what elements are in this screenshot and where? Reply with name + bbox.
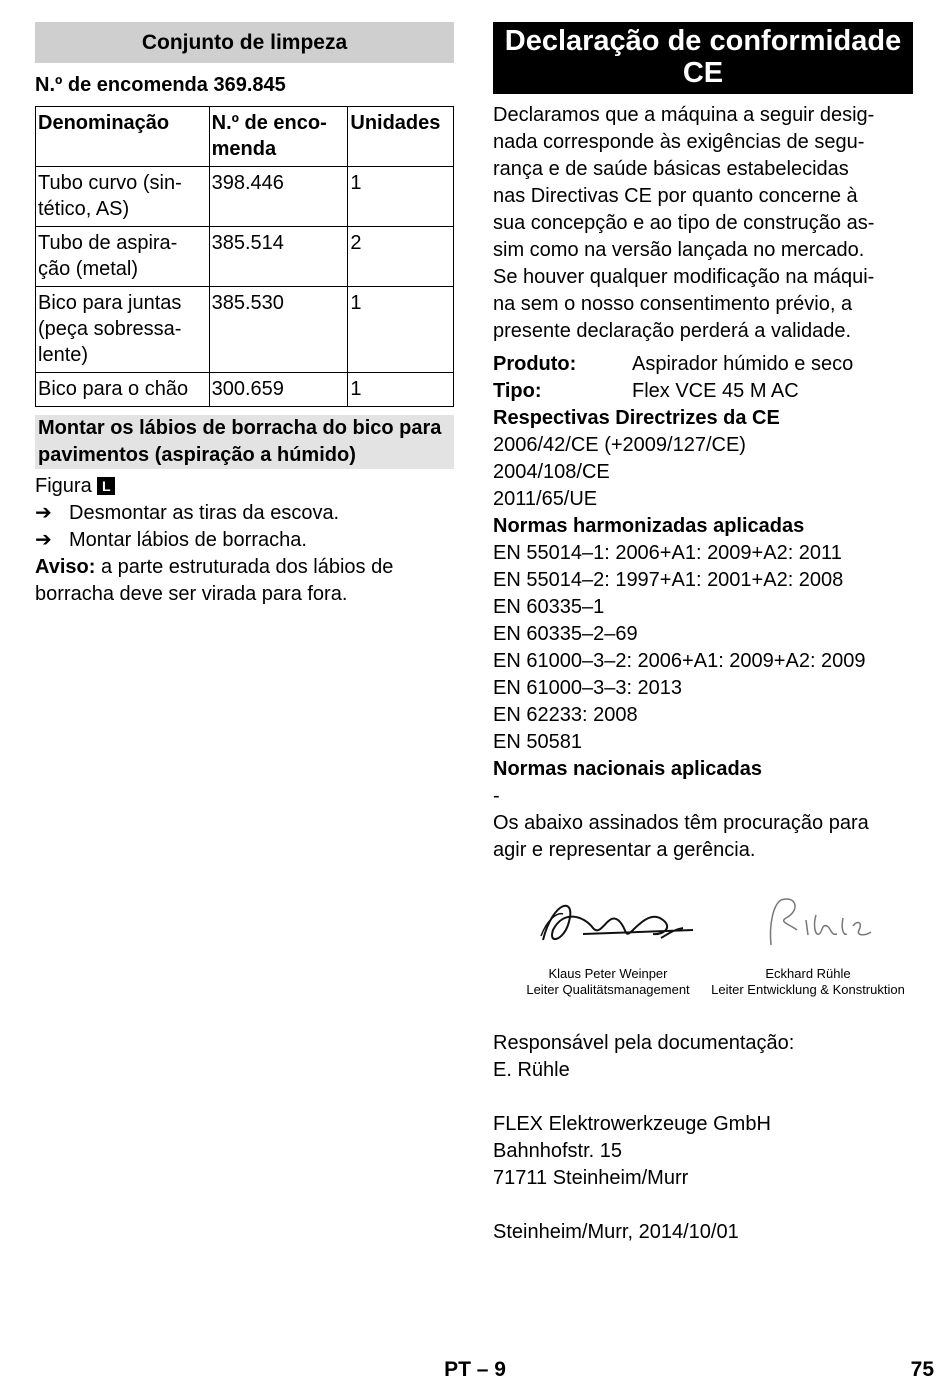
row-designation: Tubo curvo (sin- tético, AS) — [36, 167, 210, 227]
table-row — [36, 227, 454, 287]
directives-title: Respectivas Directrizes da CE — [493, 407, 780, 429]
row-units: 2 — [348, 227, 454, 287]
standard-item: EN 62233: 2008 — [493, 704, 638, 726]
figure-letter-badge: L — [97, 477, 115, 495]
arrow-right-icon: ➔ — [35, 529, 52, 551]
step-text: Desmontar as tiras da escova. — [69, 502, 340, 524]
standard-item: EN 60335–1 — [493, 596, 605, 618]
standard-item: EN 60335–2–69 — [493, 623, 638, 645]
standard-item: EN 61000–3–2: 2006+A1: 2009+A2: 2009 — [493, 650, 866, 672]
footer-page-number: 75 — [910, 1358, 934, 1381]
note-label: Aviso: — [35, 556, 96, 578]
standard-item: EN 55014–1: 2006+A1: 2009+A2: 2011 — [493, 542, 842, 564]
product-row — [493, 351, 913, 378]
row-designation: Bico para juntas (peça sobressa- lente) — [36, 287, 210, 373]
left-column — [35, 22, 454, 608]
standard-item: EN 50581 — [493, 731, 582, 753]
footer-section-label: PT – 9 — [444, 1358, 506, 1381]
signer1-role: Leiter Qualitätsmanagement — [526, 982, 690, 997]
signature-block — [493, 890, 913, 1030]
national-value: - — [493, 785, 500, 807]
harmonized-title: Normas harmonizadas aplicadas — [493, 515, 805, 537]
table-row — [36, 373, 454, 407]
row-units: 1 — [348, 373, 454, 407]
signer2-name: Eckhard Rühle — [765, 966, 851, 981]
type-label: Tipo: — [493, 380, 542, 402]
directive-item: 2004/108/CE — [493, 461, 610, 483]
table-header-row — [36, 107, 454, 167]
step-item — [35, 500, 454, 527]
parts-table — [35, 106, 454, 407]
step-item — [35, 527, 454, 554]
product-label: Produto: — [493, 353, 577, 375]
signer1-caption — [513, 966, 703, 998]
directive-item: 2011/65/UE — [493, 488, 598, 510]
arrow-right-icon: ➔ — [35, 502, 52, 524]
signer2-role: Leiter Entwicklung & Konstruktion — [711, 982, 905, 997]
standard-item: EN 61000–3–3: 2013 — [493, 677, 683, 699]
type-value: Flex VCE 45 M AC — [632, 380, 799, 402]
company-city: 71711 Steinheim/Murr — [493, 1167, 689, 1189]
step-text: Montar lábios de borracha. — [69, 529, 307, 551]
subsection-title: Montar os lábios de borracha do bico para pavimentos (aspiração a húmido) — [35, 415, 454, 469]
declaration-intro: Declaramos que a máquina a seguir desig- nada corresponde às exigências de segu- rança e de saúde básicas estabelecidas nas Directivas CE por quanto concerne à sua concepção e ao tipo de construção as- sim como na versão lançada no mercado. Se houver qualquer modificação na máqui- na sem o nosso consentimento prévio, a presente declaração perderá a validade. — [493, 104, 875, 342]
section-title: Conjunto de limpeza — [35, 22, 454, 63]
row-units: 1 — [348, 287, 454, 373]
doc-responsible-label: Responsável pela documentação: — [493, 1032, 795, 1054]
table-row — [36, 287, 454, 373]
header-units: Unidades — [348, 107, 454, 167]
row-order-no: 385.530 — [209, 287, 348, 373]
signer2-caption — [703, 966, 913, 998]
product-value: Aspirador húmido e seco — [632, 353, 854, 375]
order-number: N.º de encomenda 369.845 — [35, 74, 286, 96]
type-row — [493, 378, 913, 405]
ce-declaration-title: Declaração de conformidade CE — [493, 22, 913, 94]
header-order-no: N.º de enco- menda — [209, 107, 348, 167]
row-order-no: 300.659 — [209, 373, 348, 407]
row-units: 1 — [348, 167, 454, 227]
row-order-no: 398.446 — [209, 167, 348, 227]
place-date: Steinheim/Murr, 2014/10/01 — [493, 1221, 739, 1243]
header-designation: Denominação — [36, 107, 210, 167]
signatories-text: Os abaixo assinados têm procuração para agir e representar a gerência. — [493, 812, 869, 861]
note-text: a parte estruturada dos lábios de borracha deve ser virada para fora. — [35, 556, 394, 605]
directive-item: 2006/42/CE (+2009/127/CE) — [493, 434, 746, 456]
figure-reference — [35, 473, 454, 500]
row-order-no: 385.514 — [209, 227, 348, 287]
note — [35, 554, 454, 608]
company-name: FLEX Elektrowerkzeuge GmbH — [493, 1113, 771, 1135]
national-title: Normas nacionais aplicadas — [493, 758, 763, 780]
row-designation: Tubo de aspira- ção (metal) — [36, 227, 210, 287]
standard-item: EN 55014–2: 1997+A1: 2001+A2: 2008 — [493, 569, 844, 591]
row-designation: Bico para o chão — [36, 373, 210, 407]
table-row — [36, 167, 454, 227]
company-street: Bahnhofstr. 15 — [493, 1140, 622, 1162]
signer1-name: Klaus Peter Weinper — [548, 966, 668, 981]
signature-ruehle — [761, 890, 881, 960]
doc-responsible-name: E. Rühle — [493, 1059, 570, 1081]
figure-label: Figura — [35, 475, 92, 497]
right-column — [493, 22, 913, 1246]
signature-weinper — [523, 890, 693, 960]
